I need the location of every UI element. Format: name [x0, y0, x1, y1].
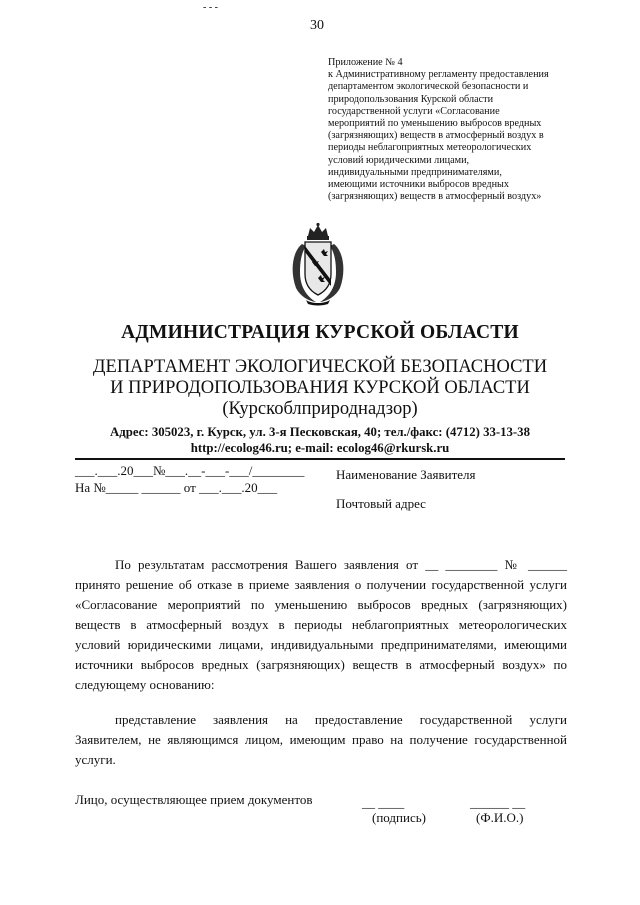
- name-caption: (Ф.И.О.): [476, 810, 524, 825]
- postal-address-field: Почтовый адрес: [336, 496, 426, 511]
- refusal-reason-paragraph: представление заявления на предоставление государственной услуги Заявителем, не являющимся лицом, имеющим право на получение государственной услуги.: [75, 712, 567, 767]
- refusal-paragraph: По результатам рассмотрения Вашего заявления от __ ________ № ______ принято решение об отказе в приеме заявления о получении государственной услуги «Согласование мероприятий по уменьшению выбросов вредных (загрязняющих) веществ в атмосферный воздух в периоды неблагоприятных метеорологических условий юридическими лицами, индивидуальными предпринимателями, имеющими источники выбросов вредных (загрязняющих) веществ в атмосферный воздух» по следующему основанию:: [75, 557, 567, 692]
- appendix-line: Приложение № 4: [328, 57, 403, 68]
- outgoing-registration-field: ___.___.20___№___.__-___-___/________: [75, 463, 305, 478]
- appendix-line: природопользования Курской области: [328, 93, 494, 105]
- appendix-line: условий юридическими лицами,: [328, 154, 470, 166]
- kursk-coat-of-arms-icon: [288, 222, 348, 306]
- department-short-name: (Курскоблприроднадзор): [222, 399, 418, 419]
- appendix-line: департаментом экологической безопасности и: [328, 81, 529, 93]
- appendix-line: периоды неблагоприятных метеорологических: [328, 142, 532, 154]
- incoming-reference-field: На №_____ ______ от ___.___.20___: [75, 480, 278, 495]
- department-contacts: http://ecolog46.ru; e-mail: ecolog46@rkursk.ru: [190, 441, 450, 455]
- administration-title: АДМИНИСТРАЦИЯ КУРСКОЙ ОБЛАСТИ: [121, 322, 519, 343]
- appendix-line: (загрязняющих) веществ в атмосферный воздух в: [328, 130, 544, 142]
- department-address: Адрес: 305023, г. Курск, ул. 3-я Песковская, 40; тел./факс: (4712) 33-13-38: [110, 425, 530, 439]
- scan-mark: - - -: [203, 2, 218, 13]
- appendix-line: мероприятий по уменьшению выбросов вредных: [328, 118, 542, 130]
- appendix-line: государственной услуги «Согласование: [328, 105, 500, 117]
- applicant-name-field: Наименование Заявителя: [336, 467, 476, 482]
- appendix-note: [328, 57, 568, 203]
- appendix-line: индивидуальными предпринимателями,: [328, 166, 502, 178]
- signature-blank: __ ____: [362, 795, 405, 810]
- signature-caption: (подпись): [372, 810, 426, 825]
- page-number: 30: [310, 18, 324, 33]
- header-divider: [75, 458, 565, 460]
- appendix-line: (загрязняющих) веществ в атмосферный воздух»: [328, 191, 542, 203]
- department-title-line-2: И ПРИРОДОПОЛЬЗОВАНИЯ КУРСКОЙ ОБЛАСТИ: [110, 378, 530, 398]
- appendix-line: имеющими источники выбросов вредных: [328, 179, 509, 191]
- name-blank: ______ __: [470, 795, 526, 810]
- appendix-line: к Административному регламенту предоставления: [328, 69, 549, 81]
- signatory-label: Лицо, осуществляющее прием документов: [75, 792, 313, 807]
- department-title-line-1: ДЕПАРТАМЕНТ ЭКОЛОГИЧЕСКОЙ БЕЗОПАСНОСТИ: [92, 357, 548, 377]
